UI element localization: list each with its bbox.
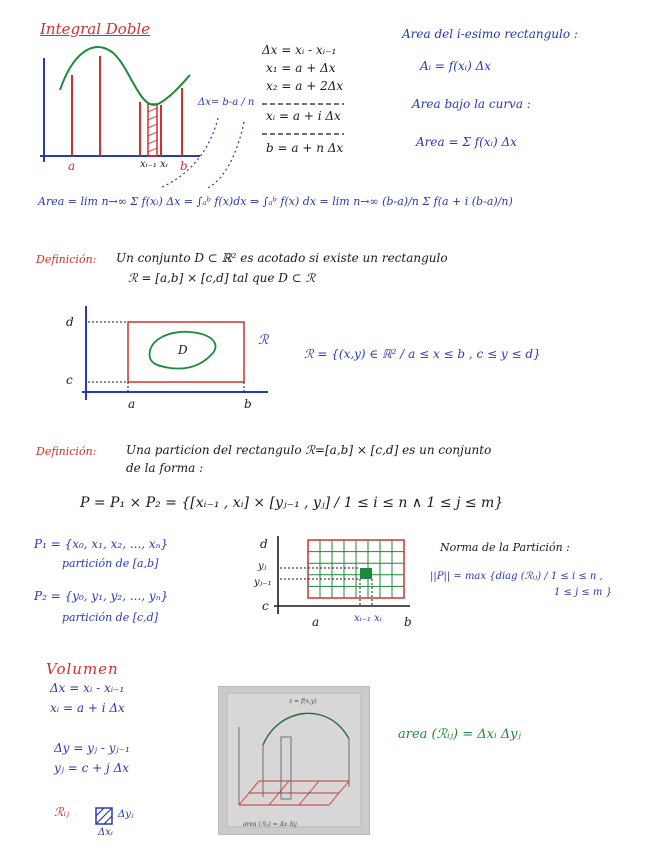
def1-text-line2: ℛ = [a,b] × [c,d] tal que D ⊂ ℛ — [128, 271, 316, 285]
rij-area-formula: area (ℛᵢⱼ) = Δxᵢ Δyⱼ — [398, 727, 521, 742]
graph3-label-d: d — [260, 537, 268, 551]
partition-line: b = a + n Δx — [266, 141, 344, 155]
volumen-line: yⱼ = c + j Δx — [54, 761, 130, 775]
graph1-label-b: b — [180, 159, 188, 173]
graph1-axes — [40, 58, 200, 162]
curve-area-formula: Area = Σ f(xᵢ) Δx — [416, 135, 517, 149]
p1-caption: partición de [a,b] — [62, 557, 159, 570]
curve-area-title: Area bajo la curva : — [412, 97, 531, 111]
graph2-label-a: a — [128, 397, 136, 411]
volume-sketch-drawing — [219, 687, 369, 834]
partition-formula: P = P₁ × P₂ = {[xᵢ₋₁ , xᵢ] × [yⱼ₋₁ , yⱼ] / 1 ≤ i ≤ n ∧ 1 ≤ j ≤ m} — [80, 495, 504, 511]
graph3-guides — [280, 568, 372, 606]
rectangle-set-formula: ℛ = {(x,y) ∈ ℝ² / a ≤ x ≤ b , c ≤ y ≤ d} — [304, 347, 541, 361]
graph3-label-b: b — [404, 615, 412, 629]
volume-sketch-photo — [218, 686, 370, 835]
rij-cell-icon — [96, 808, 112, 824]
p2-set: P₂ = {y₀, y₁, y₂, ..., yₙ} — [34, 589, 169, 603]
graph1-dx-label: Δx= b-a / n — [198, 97, 255, 108]
graph2-label-b: b — [244, 397, 252, 411]
graph1-label-xi: xᵢ₋₁ xᵢ — [140, 159, 168, 170]
volumen-line: xᵢ = a + i Δx — [50, 701, 125, 715]
graph3-label-yj1: yⱼ₋₁ — [254, 577, 272, 588]
def1-label: Definición: — [36, 253, 97, 266]
photo-label-top: z = f(x,y) — [289, 698, 317, 705]
rect-area-title: Area del i-esimo rectangulo : — [402, 27, 578, 41]
p2-caption: partición de [c,d] — [62, 611, 159, 624]
graph3-label-a: a — [312, 615, 320, 629]
norm-formula: ||P|| = max {diag (ℛᵢⱼ) / 1 ≤ i ≤ n , — [430, 571, 603, 582]
volumen-line: Δy = yⱼ - yⱼ₋₁ — [54, 741, 130, 755]
def2-label: Definición: — [36, 445, 97, 458]
graph2-label-c: c — [66, 373, 73, 387]
graph2-label-d: d — [66, 315, 74, 329]
norm-formula-range: 1 ≤ j ≤ m } — [554, 587, 612, 598]
norm-title: Norma de la Partición : — [440, 541, 570, 554]
rect-area-formula: Aᵢ = f(xᵢ) Δx — [420, 59, 491, 73]
volumen-title: Volumen — [46, 660, 119, 678]
def2-text-line1: Una particion del rectangulo ℛ=[a,b] × [c,d] es un conjunto — [126, 443, 492, 457]
graph3-label-c: c — [262, 599, 269, 613]
rij-dy-label: Δyⱼ — [118, 809, 134, 820]
graph2-label-region-d: D — [178, 343, 188, 357]
partition-line: x₂ = a + 2Δx — [266, 79, 344, 93]
graph3-partition-grid — [308, 540, 404, 598]
area-limit-formula: Area = lim n→∞ Σ f(xᵢ) Δx = ∫ₐᵇ f(x)dx ⇒ ∫ₐᵇ f(x) dx = lim n→∞ (b-a)/n Σ f(a + i (b-a)/n) — [38, 195, 513, 208]
graph2-axes — [82, 306, 268, 400]
p1-set: P₁ = {x₀, x₁, x₂, ..., xₙ} — [34, 537, 169, 551]
graph1-curve — [60, 47, 190, 105]
graph2-label-r: ℛ — [258, 333, 269, 348]
graph1-dotted-arrow-2 — [208, 122, 244, 188]
partition-line: Δx = xᵢ - xᵢ₋₁ — [262, 43, 337, 57]
graph3-highlight-cell — [360, 568, 372, 579]
graph1-label-a: a — [68, 159, 76, 173]
partition-line: xᵢ = a + i Δx — [266, 109, 341, 123]
rij-label: ℛᵢⱼ — [54, 805, 70, 819]
graph3-label-xi: xᵢ₋₁ xᵢ — [354, 613, 382, 624]
graph1-dotted-arrow-1 — [160, 118, 218, 188]
def1-text-line1: Un conjunto D ⊂ ℝ² es acotado si existe un rectangulo — [116, 251, 448, 265]
photo-label-bottom: area (ℛᵢⱼ) = Δx Δy — [243, 821, 297, 828]
rij-dx-label: Δxᵢ — [98, 827, 113, 838]
def2-text-line2: de la forma : — [126, 461, 204, 475]
volumen-line: Δx = xᵢ - xᵢ₋₁ — [50, 681, 125, 695]
section-title-integral-doble: Integral Doble — [40, 20, 151, 38]
graph1-hatched-strip — [148, 104, 157, 156]
graph3-label-yj: yⱼ — [258, 561, 267, 572]
partition-line: x₁ = a + Δx — [266, 61, 336, 75]
